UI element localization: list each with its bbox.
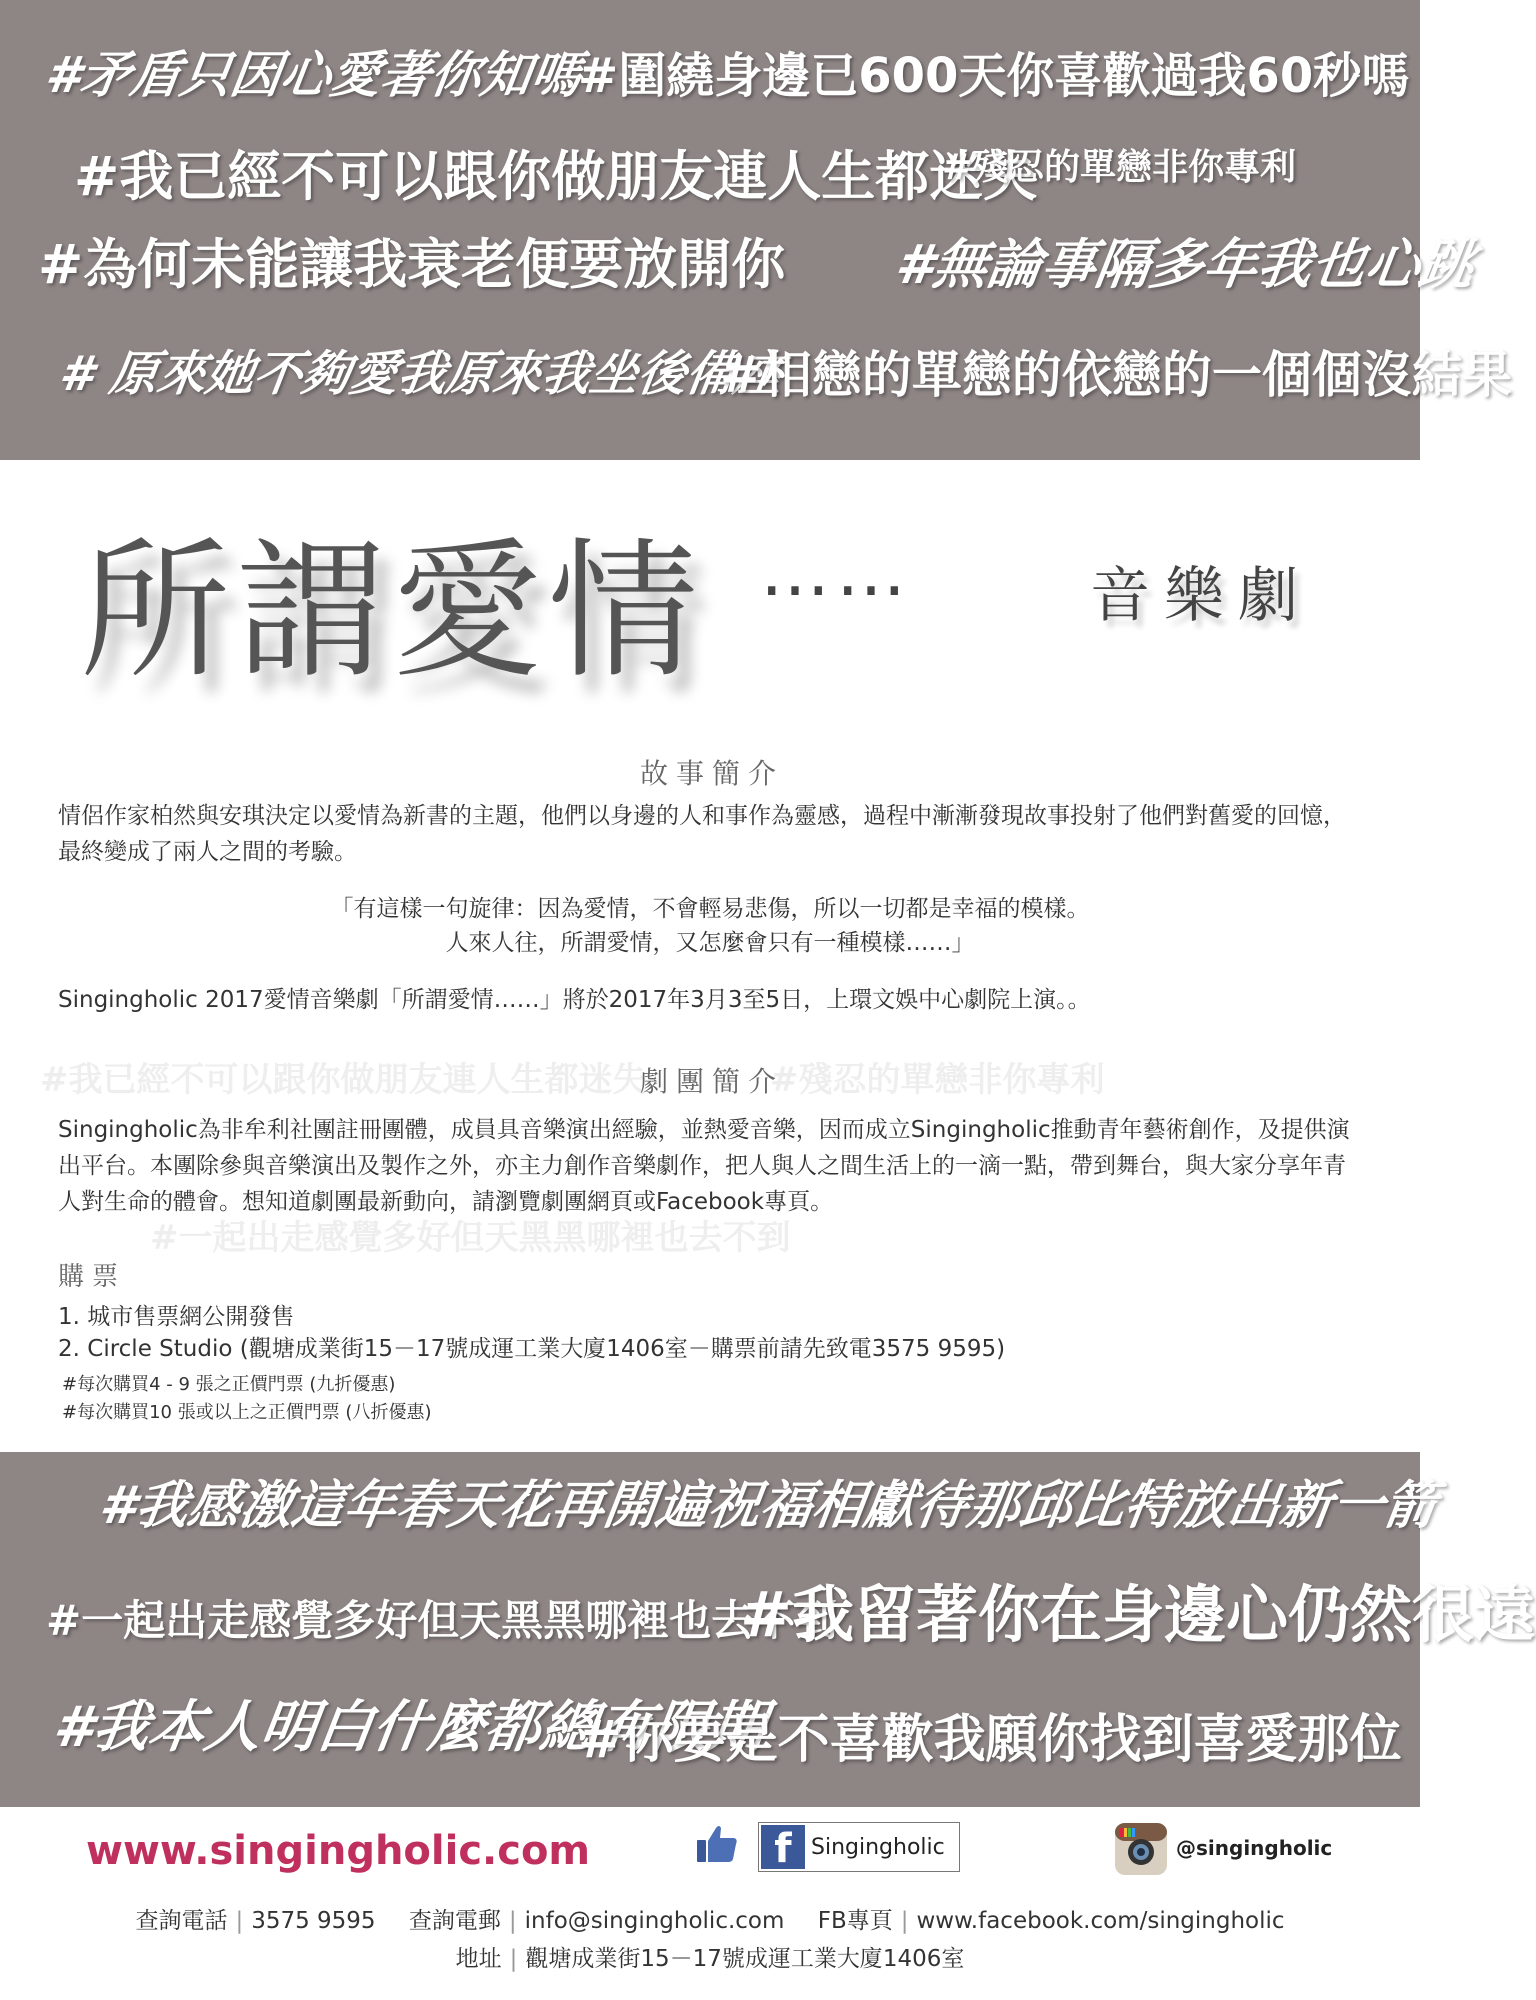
story-paragraph: 情侶作家柏然與安琪決定以愛情為新書的主題，他們以身邊的人和事作為靈感，過程中漸漸發現故事投射了他們對舊愛的回憶，最終變成了兩人之間的考驗。 <box>58 803 1346 865</box>
fb-label: FB專頁 <box>817 1908 893 1934</box>
hashtag-lyric: #圍繞身邊已600天你喜歡過我60秒嗎 <box>578 48 1410 104</box>
troupe-paragraph: Singingholic為非牟利社團註冊團體，成員具音樂演出經驗，並熱愛音樂，因而成立Singingholic推動青年藝術創作，及提供演出平台。本團除參與音樂演出及製作之外，亦主力創作音樂劇作，把人與人之間生活上的一滴一點，帶到舞台，與大家分享年青人對生命的體會。想知道劇團最新動向，請瀏覽劇團網頁或Facebook專頁。 <box>58 1117 1350 1215</box>
contact-line: 查詢電話 | 3575 9595 查詢電郵 | info@singingholic.com FB專頁 | www.facebook.com/singingholic <box>135 1908 1285 1934</box>
top-hashtag-banner <box>0 0 1512 460</box>
phone-number[interactable]: 3575 9595 <box>251 1908 376 1934</box>
hashtag-lyric: # 原來她不夠愛我原來我坐後備座 <box>56 346 787 402</box>
website-link[interactable]: www.singingholic.com <box>86 1828 591 1874</box>
story-quote-line2: 人來人往，所謂愛情，又怎麼會只有一種模樣……」 <box>445 930 975 956</box>
show-title: 所謂愛情 <box>80 525 705 699</box>
hashtag-lyric: #我本人明白什麼都總有限期 <box>49 1695 770 1760</box>
bottom-hashtag-banner <box>0 1452 1536 1807</box>
thumbs-up-icon[interactable] <box>694 1820 740 1866</box>
address-line: 地址 | 觀塘成業街15－17號成運工業大廈1406室 <box>455 1946 965 1972</box>
story-quote-line1: 「有這樣一句旋律：因為愛情，不會輕易悲傷，所以一切都是幸福的模樣。 <box>330 896 1090 922</box>
hashtag-lyric: #矛盾只因心愛著你知嗎 <box>41 46 585 104</box>
address-text: 觀塘成業街15－17號成運工業大廈1406室 <box>525 1946 965 1972</box>
faded-hashtag: #一起出走感覺多好但天黑黑哪裡也去不到 <box>150 1218 791 1258</box>
hashtag-lyric: #我留著你在身邊心仍然很遠 <box>740 1578 1536 1651</box>
faded-hashtag: #我已經不可以跟你做朋友連人生都迷失 <box>40 1060 647 1100</box>
hashtag-lyric: #你要是不喜歡我願你找到喜愛那位 <box>578 1710 1402 1770</box>
instagram-handle[interactable]: @singingholic <box>1176 1836 1333 1860</box>
hashtag-lyric: #我已經不可以跟你做朋友連人生都迷失 <box>74 145 1038 208</box>
hashtag-lyric: #無論事隔多年我也心跳 <box>891 233 1479 296</box>
title-ellipsis: …… <box>760 530 912 612</box>
instagram-icon[interactable] <box>1114 1822 1168 1876</box>
hashtag-lyric: #為何未能讓我衰老便要放開你 <box>38 233 786 296</box>
discount-note-2: #每次購買10 張或以上之正價門票 (八折優惠) <box>62 1402 432 1423</box>
story-heading: 故事簡介 <box>640 757 785 790</box>
email-link[interactable]: info@singingholic.com <box>524 1908 785 1934</box>
show-info: Singingholic 2017愛情音樂劇「所謂愛情……」將於2017年3月3至5日，上環文娛中心劇院上演。。 <box>58 987 1091 1013</box>
faded-hashtag: #殘忍的單戀非你專利 <box>770 1060 1105 1100</box>
discount-note-1: #每次購買4 - 9 張之正價門票 (九折優惠) <box>62 1374 396 1395</box>
tickets-heading: 購票 <box>58 1262 127 1292</box>
address-label: 地址 <box>455 1946 502 1972</box>
facebook-badge[interactable] <box>758 1822 960 1872</box>
hashtag-lyric: #殘忍的單戀非你專利 <box>942 147 1297 188</box>
phone-label: 查詢電話 <box>135 1908 228 1934</box>
facebook-url[interactable]: www.facebook.com/singingholic <box>916 1908 1285 1934</box>
email-label: 查詢電郵 <box>408 1908 501 1934</box>
troupe-heading: 劇團簡介 <box>640 1065 785 1098</box>
show-subtitle: 音樂劇 <box>1090 561 1312 631</box>
ticket-channel-1: 1. 城市售票網公開發售 <box>58 1304 295 1330</box>
facebook-icon: f <box>761 1825 805 1869</box>
ticket-channel-2: 2. Circle Studio (觀塘成業街15－17號成運工業大廈1406室－購票前請先致電3575 9595) <box>58 1336 1006 1362</box>
hashtag-lyric: #我感激這年春天花再開遍祝福相獻待那邱比特放出新一箭 <box>95 1476 1441 1536</box>
hashtag-lyric: #一起出走感覺多好但天黑黑哪裡也去不到 <box>46 1596 838 1645</box>
hashtag-lyric: #相戀的單戀的依戀的一個個沒結果 <box>720 346 1512 404</box>
facebook-page-name: Singingholic <box>811 1834 945 1860</box>
